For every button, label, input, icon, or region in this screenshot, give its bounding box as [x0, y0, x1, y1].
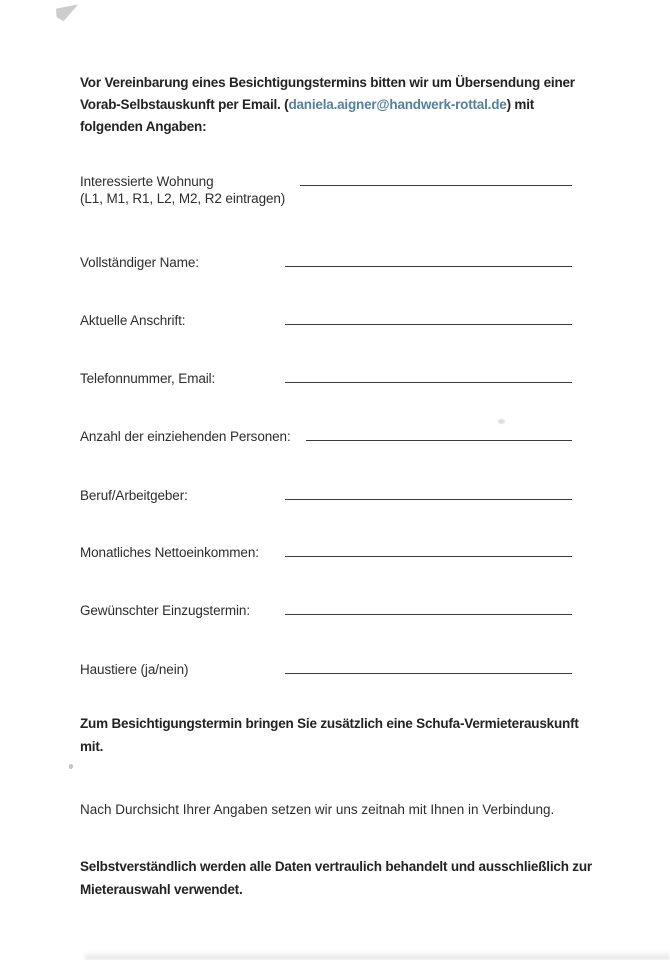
intro-paragraph [80, 72, 575, 138]
field-blank-line[interactable] [285, 556, 572, 557]
email-link[interactable]: daniela.aigner@handwerk-rottal.de [288, 97, 507, 112]
field-label-cell [80, 602, 285, 619]
intro-line-3: folgenden Angaben: [80, 119, 207, 134]
field-label: Haustiere (ja/nein) [80, 662, 189, 677]
field-blank-line[interactable] [285, 614, 572, 615]
field-sublabel: (L1, M1, R1, L2, M2, R2 eintragen) [80, 191, 286, 206]
field-label: Beruf/Arbeitgeber: [80, 488, 188, 503]
field-label: Monatliches Nettoeinkommen: [80, 545, 259, 560]
field-row-nettoeinkommen [80, 544, 572, 561]
scan-artifact-mark [55, 4, 79, 22]
field-label: Vollständiger Name: [80, 255, 199, 270]
note-schufa-line-2: mit. [80, 739, 104, 754]
field-row-aktuelle-anschrift [80, 312, 572, 329]
scan-speck [69, 764, 73, 769]
note-schufa-line-1: Zum Besichtigungstermin bringen Sie zusätzlich eine Schufa-Vermieterauskunft [80, 716, 579, 731]
field-label-cell [80, 173, 300, 207]
field-label: Aktuelle Anschrift: [80, 313, 186, 328]
field-blank-line[interactable] [285, 266, 572, 267]
field-label-cell [80, 370, 285, 387]
field-label: Telefonnummer, Email: [80, 371, 216, 386]
note-privacy-line-2: Mieterauswahl verwendet. [80, 882, 243, 897]
field-row-interessierte-wohnung [80, 173, 572, 207]
field-row-anzahl-personen [80, 428, 572, 445]
intro-line-1: Vor Vereinbarung eines Besichtigungstermins bitten wir um Übersendung einer [80, 75, 575, 90]
field-blank-line[interactable] [285, 499, 572, 500]
field-label-cell [80, 428, 306, 445]
intro-line-2 [80, 94, 575, 116]
intro-line-2-suffix: ) mit [506, 97, 535, 112]
field-label: Anzahl der einziehenden Personen: [80, 429, 291, 444]
note-privacy [80, 855, 592, 901]
field-label: Interessierte Wohnung [80, 174, 214, 189]
field-blank-line[interactable] [285, 673, 572, 674]
note-privacy-line-1: Selbstverständlich werden alle Daten vertraulich behandelt und ausschließlich zur [80, 859, 592, 874]
field-row-telefonnummer-email [80, 370, 572, 387]
field-blank-line[interactable] [306, 440, 572, 441]
scan-smudge [85, 951, 670, 960]
field-row-haustiere [80, 661, 572, 678]
field-label-cell [80, 661, 285, 678]
note-schufa [80, 712, 579, 758]
field-blank-line[interactable] [285, 324, 572, 325]
intro-line-2-prefix: Vorab-Selbstauskunft per Email. ( [80, 97, 289, 112]
field-label-cell [80, 254, 285, 271]
field-row-beruf-arbeitgeber [80, 487, 572, 504]
field-row-einzugstermin [80, 602, 572, 619]
field-label-cell [80, 312, 285, 329]
field-row-vollstaendiger-name [80, 254, 572, 271]
note-contact: Nach Durchsicht Ihrer Angaben setzen wir uns zeitnah mit Ihnen in Verbindung. [80, 802, 555, 817]
field-label-cell [80, 544, 285, 561]
scan-speck [498, 419, 505, 424]
field-blank-line[interactable] [285, 382, 572, 383]
field-label-cell [80, 487, 285, 504]
field-blank-line[interactable] [300, 185, 572, 186]
field-label: Gewünschter Einzugstermin: [80, 603, 250, 618]
